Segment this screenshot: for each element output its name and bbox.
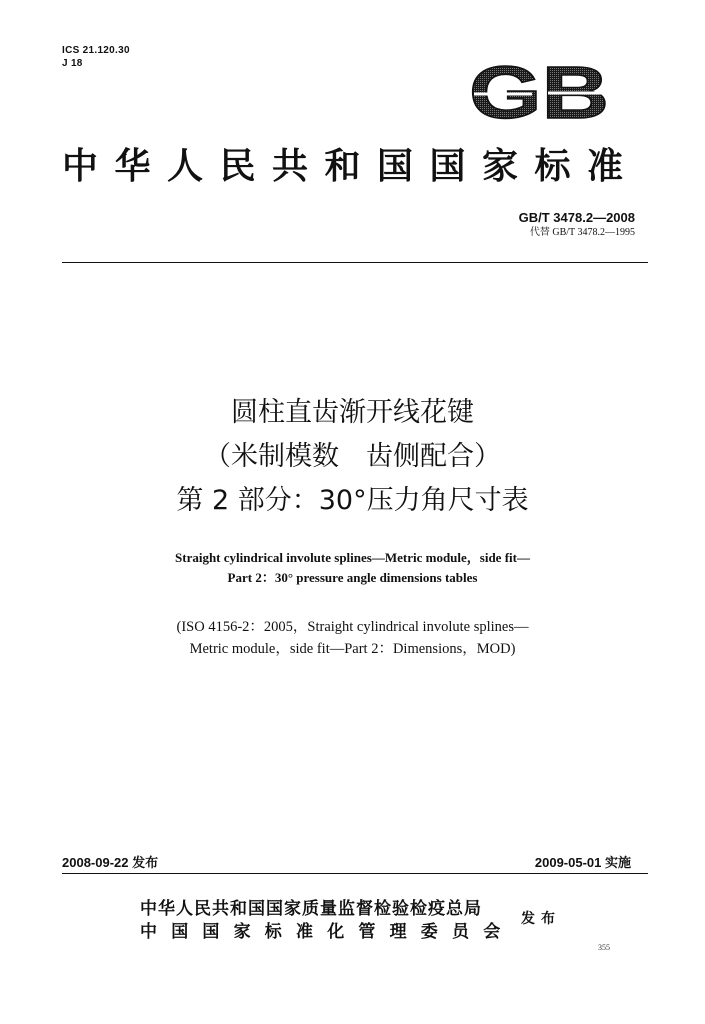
standard-number: GB/T 3478.2—2008 <box>518 210 635 225</box>
standard-name: 中华人民共和国国家标准 <box>62 145 640 187</box>
issue-date: 2008-09-22 发布 <box>62 855 159 870</box>
page-number: 355 <box>598 943 610 952</box>
gb-logo <box>466 60 612 126</box>
header-divider <box>62 262 648 263</box>
ics-code: ICS 21.120.30 <box>62 45 130 56</box>
classification-codes <box>62 44 130 70</box>
title-cn-line2: （米制模数 齿侧配合） <box>204 441 501 472</box>
title-en-line1: Straight cylindrical involute splines—Metric module，side fit— <box>175 550 530 565</box>
gb-logo-text: GB <box>469 60 609 126</box>
publish-label: 发布 <box>521 911 561 927</box>
title-en-line2: Part 2：30° pressure angle dimensions tables <box>227 570 478 585</box>
title-cn-line1: 圆柱直齿渐开线花键 <box>231 397 474 428</box>
publisher-line1: 中华人民共和国国家质量监督检验检疫总局 <box>140 899 482 919</box>
footer-divider <box>62 873 648 874</box>
implementation-date: 2009-05-01 实施 <box>534 855 631 870</box>
replaces-standard: 代替 GB/T 3478.2—1995 <box>529 227 635 238</box>
ccs-code: J 18 <box>62 58 83 69</box>
iso-reference-line2: Metric module，side fit—Part 2：Dimensions，MOD) <box>189 641 516 657</box>
publisher-line2: 中国国家标准化管理委员会 <box>140 922 515 942</box>
publisher-block <box>140 898 514 944</box>
iso-reference-line1: (ISO 4156-2：2005，Straight cylindrical involute splines— <box>176 619 529 635</box>
title-cn-line3: 第 2 部分：30°压力角尺寸表 <box>176 485 529 516</box>
